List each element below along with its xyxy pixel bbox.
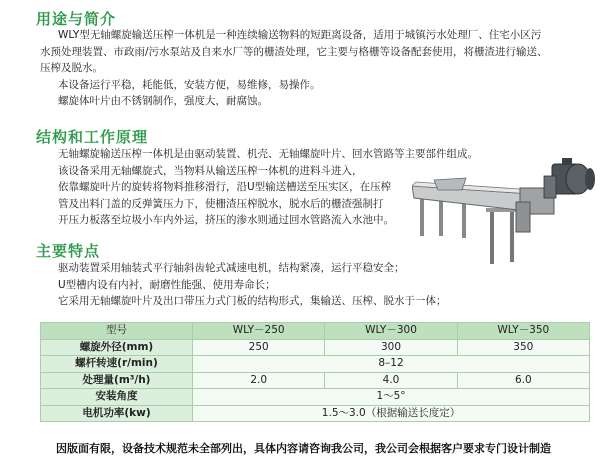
table-header-cell: WLY－300 [325,323,457,340]
table-cell: 300 [325,339,457,356]
features-text [40,260,447,310]
usage-text [40,27,548,110]
usage-line: 螺旋体叶片由不锈钢制作，强度大，耐腐蚀。 [58,95,268,107]
table-row [41,405,590,422]
row-label: 螺杆转速(r/min) [41,356,193,373]
table-cell: 2.0 [193,372,325,389]
table-row [41,339,590,356]
table-row [41,389,590,406]
table-cell: 6.0 [457,372,589,389]
features-line: 它采用无轴螺旋叶片及出口带压力式门板的结构形式，集输送、压榨、脱水于一体； [58,295,447,307]
spec-table [40,322,590,422]
features-line: 驱动装置采用轴装式平行轴斜齿轮式减速电机，结构紧凑，运行平稳安全； [58,262,405,274]
structure-line: 该设备采用无轴螺旋式，当物料从输送压榨一体机的进料斗进入， [58,164,363,177]
usage-line: 压榨及脱水。 [40,62,103,74]
features-heading: 主要特点 [36,242,101,260]
structure-line: 管及出料门盖的反弹簧压力下，使栅渣压榨脱水，脱水后的栅渣强制打 [58,197,384,210]
table-header-cell: WLY－350 [457,323,589,340]
structure-heading: 结构和工作原理 [36,128,149,146]
screw-conveyor-illustration [412,150,602,270]
row-label: 安装角度 [41,389,193,406]
footer-note: 因版面有限，设备技术规范未全部列出，具体内容请咨询我公司，我公司会根据客户要求专门设计制造 [56,442,551,455]
structure-line: 无轴螺旋输送压榨一体机是由驱动装置、机壳、无轴螺旋叶片、回水管路等主要部件组成。 [58,148,478,160]
row-label-unit: (m³/h) [114,373,151,386]
row-label: 螺旋外径(mm) [41,339,193,356]
table-cell: 350 [457,339,589,356]
table-cell: 1.5～3.0（根据输送长度定） [193,405,590,422]
row-label [41,372,193,389]
usage-heading: 用途与简介 [36,10,117,28]
table-cell: 250 [193,339,325,356]
table-cell: 1～5° [193,389,590,406]
table-header-cell: 型号 [41,323,193,340]
structure-line: 开压力板落至垃圾小车内外运，挤压的渗水则通过回水管路流入水池中。 [58,214,394,226]
row-label: 电机功率(kw) [41,405,193,422]
table-header-row [41,323,590,340]
row-label-text: 处理量 [82,373,115,386]
usage-line: 本设备运行平稳，耗能低，安装方便，易维修，易操作。 [58,78,321,91]
table-header-cell: WLY－250 [193,323,325,340]
table-cell: 8–12 [193,356,590,373]
usage-line: 水预处理装置、市政雨/污水泵站及自来水厂等的栅渣处理，它主要与格栅等设备配套使用，将栅渣进行输送、 [40,45,548,58]
usage-line: WLY型无轴螺旋输送压榨一体机是一种连续输送物料的短距离设备，适用于城镇污水处理厂、住宅小区污 [58,29,542,41]
table-row [41,356,590,373]
features-line: U型槽内设有内衬，耐磨性能强、使用寿命长； [58,278,276,291]
table-cell: 4.0 [325,372,457,389]
structure-line: 依靠螺旋叶片的旋转将物料推移滑行，沿U型输送槽送至压实区，在压榨 [58,181,392,193]
table-row [41,372,590,389]
